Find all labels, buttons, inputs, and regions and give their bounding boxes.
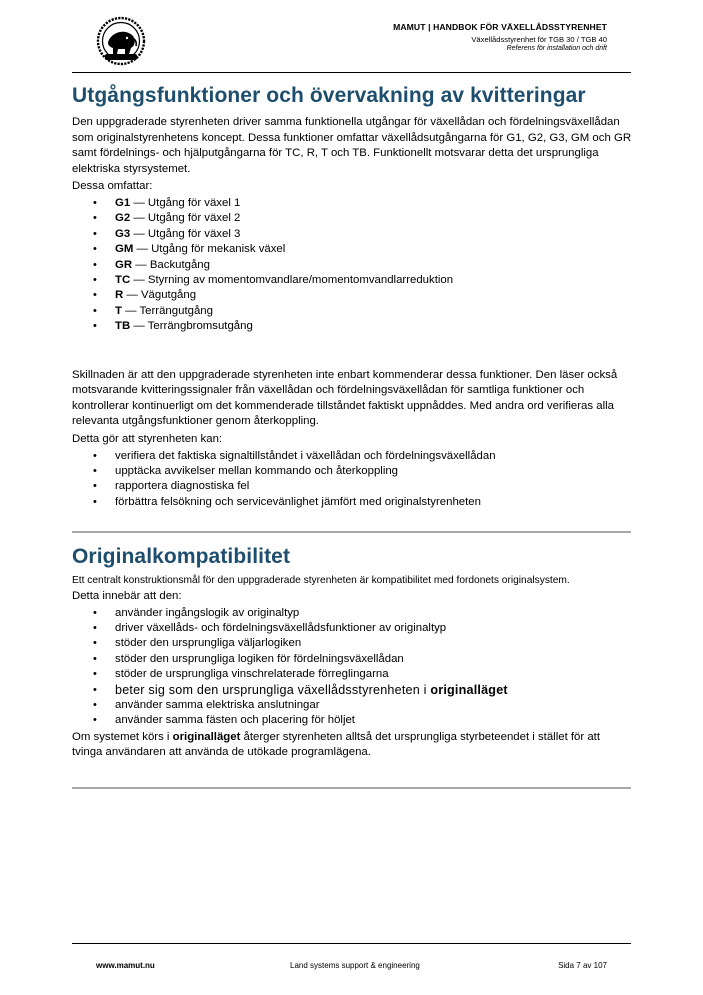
output-desc: — Styrning av momentomvandlare/momentomvandlarreduktion — [130, 274, 454, 286]
capabilities-list — [72, 449, 632, 511]
section1-list-lead: Dessa omfattar: — [72, 180, 153, 193]
difference-paragraph: Skillnaden är att den uppgraderade styrenheten inte enbart kommenderar dessa funktioner. Den läser också motsvarande kvitteringssignaler från växellådan och fördelningsväxellådan för samtliga funktioner och kontrollerar kontinuerligt om det kommenderade tillståndet faktiskt uppnåddes. Med andra ord verifieras alla relevanta utgångsfunktioner genom återkoppling. — [72, 368, 618, 428]
section2-intro: Ett centralt konstruktionsmål för den uppgraderade styrenheten är kompatibilitet med fordonets originalsystem. — [72, 575, 570, 586]
output-code: G1 — [115, 196, 131, 209]
output-code: G3 — [115, 227, 131, 240]
section-divider — [72, 531, 631, 533]
list-item — [115, 273, 632, 288]
list-item: • stöder de ursprungliga vinschrelaterade förreglingarna — [115, 667, 632, 682]
output-code: GM — [115, 243, 134, 256]
output-code: T — [115, 304, 122, 317]
output-desc: — Vägutgång — [123, 289, 197, 302]
header-rule — [72, 72, 631, 73]
list-item — [115, 227, 632, 242]
list-item — [115, 683, 632, 698]
list-item — [115, 242, 632, 257]
output-desc: — Terrängutgång — [121, 304, 213, 317]
output-desc: — Utgång för mekanisk växel — [133, 243, 286, 256]
output-code: TC — [115, 274, 131, 286]
output-desc: — Backutgång — [132, 258, 210, 271]
list-item: • driver växellåds- och fördelningsväxellådsfunktioner av originaltyp — [115, 621, 632, 636]
header-title: MAMUT | HANDBOK FÖR VÄXELLÅDSSTYRENHET — [393, 22, 607, 32]
list-item: • använder ingångslogik av originaltyp — [115, 606, 632, 621]
list-item — [115, 304, 632, 319]
item-text: beter sig som den ursprungliga växellådsstyrenheten i — [115, 682, 431, 697]
list-item: • använder samma fästen och placering för höljet — [115, 713, 632, 728]
closing-paragraph — [72, 730, 632, 761]
list-item — [115, 288, 632, 303]
footer-website[interactable]: www.mamut.nu — [96, 961, 155, 970]
list-item: • förbättra felsökning och servicevänlighet jämfört med originalstyrenheten — [115, 495, 632, 510]
header-subtitle: Växellådsstyrenhet för TGB 30 / TGB 40 — [471, 35, 607, 44]
list-item: • verifiera det faktiska signaltillståndet i växellådan och fördelningsväxellådan — [115, 449, 632, 464]
section-heading-compatibility: Originalkompatibilitet — [72, 545, 291, 568]
list-item — [115, 258, 632, 273]
page-header — [393, 22, 607, 52]
output-desc: — Utgång för växel 1 — [130, 196, 241, 209]
item-emphasis: originalläget — [430, 682, 508, 697]
output-desc: — Utgång för växel 2 — [130, 212, 241, 225]
closing-text-post: återger styrenheten alltså det ursprungliga styrbeteendet i stället för att tvinga användaren att använda de utökade programlägena. — [72, 730, 601, 759]
list-item — [115, 319, 632, 334]
section-end-divider — [72, 787, 631, 789]
closing-text-pre: Om systemet körs i — [72, 730, 173, 743]
compatibility-list — [72, 606, 632, 729]
mamut-logo-icon — [96, 16, 146, 66]
output-code: G2 — [115, 212, 131, 225]
page-content — [72, 84, 632, 510]
list-item: • stöder den ursprungliga väljarlogiken — [115, 636, 632, 651]
list-item: • använder samma elektriska anslutningar — [115, 698, 632, 713]
output-code: R — [115, 289, 124, 302]
section-heading-outputs: Utgångsfunktioner och övervakning av kvitteringar — [72, 84, 586, 107]
output-desc: — Utgång för växel 3 — [130, 227, 241, 240]
footer-tagline: Land systems support & engineering — [290, 961, 420, 970]
output-code: TB — [115, 320, 131, 333]
capabilities-lead: Detta gör att styrenheten kan: — [72, 433, 223, 445]
list-item: • rapportera diagnostiska fel — [115, 479, 632, 494]
list-item — [115, 211, 632, 226]
list-item: • upptäcka avvikelser mellan kommando och återkoppling — [115, 464, 632, 479]
footer-page-number: Sida 7 av 107 — [558, 961, 607, 970]
closing-emphasis: originalläget — [172, 730, 241, 743]
section1-intro: Den uppgraderade styrenheten driver samma funktionella utgångar för växellådan och fördelningsväxellådan som originalstyrenhetens koncept. Dessa funktioner omfattar växellådsutgångarna för G1, G2, G3, GM och GR samt fördelnings- och hjälputgångarna för TC, R, T och TB. Funktionellt motsvarar detta det ursprungliga elektriska styrsystemet. — [72, 116, 632, 175]
section2-list-lead: Detta innebär att den: — [72, 590, 182, 602]
header-reference: Referens för installation och drift — [506, 45, 607, 52]
footer-rule — [72, 943, 631, 944]
output-list — [72, 196, 632, 335]
list-item: • stöder den ursprungliga logiken för fördelningsväxellådan — [115, 652, 632, 667]
section2-content — [72, 545, 632, 761]
list-item — [115, 196, 632, 211]
output-code: GR — [115, 258, 133, 271]
output-desc: — Terrängbromsutgång — [130, 320, 253, 333]
